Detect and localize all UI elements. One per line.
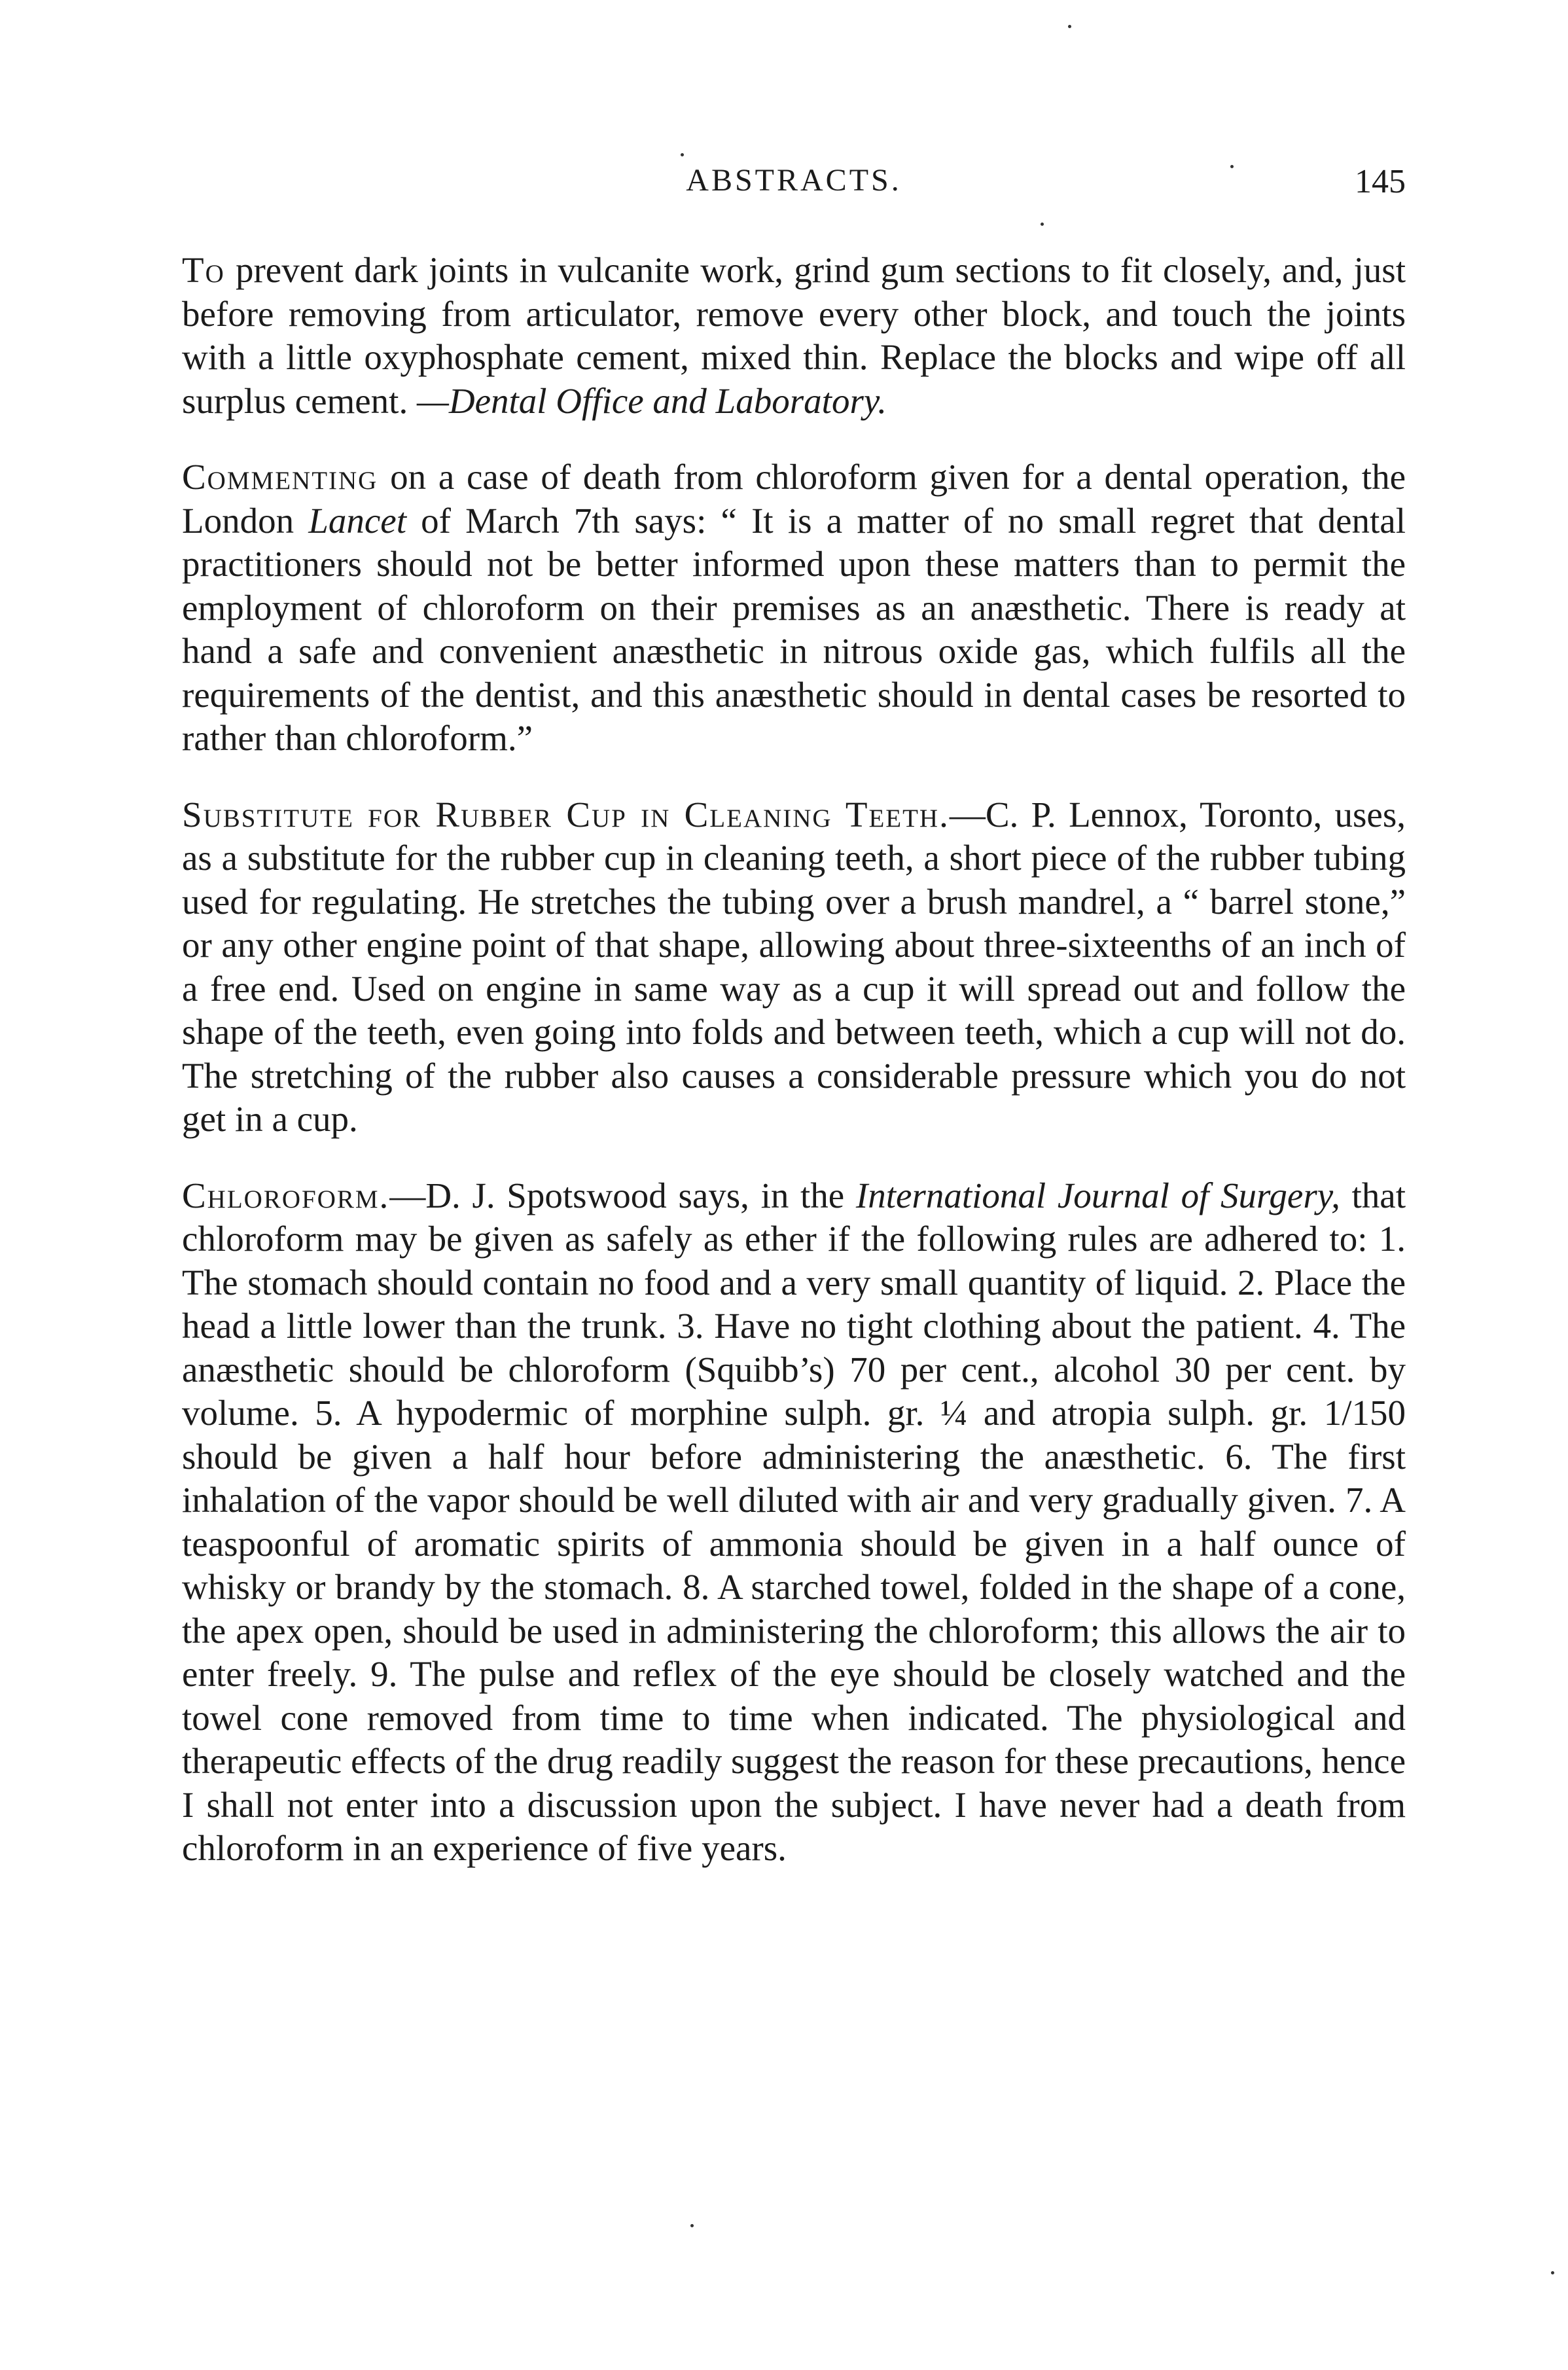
paragraph-lead: Commenting bbox=[182, 457, 378, 497]
journal-title: Lancet bbox=[308, 500, 406, 541]
paragraph-lead: To bbox=[182, 250, 225, 290]
paragraph-vulcanite bbox=[182, 249, 1406, 423]
paragraph-lead: Chloroform. bbox=[182, 1175, 390, 1215]
page-speck bbox=[681, 153, 684, 156]
paragraph-text: prevent dark joints in vulcanite work, grind gum sections to fit closely, and, just before removing from articulator, remove every other block, and touch the joints with a little oxyphosphate cement, mixed thin. Replace the blocks and wipe off all surplus cement. bbox=[182, 250, 1406, 421]
page-number: 145 bbox=[1355, 163, 1406, 200]
paragraph-rubber-cup bbox=[182, 793, 1406, 1141]
page-speck bbox=[690, 2224, 694, 2227]
running-head: ABSTRACTS. bbox=[686, 163, 902, 198]
paragraph-chloroform-rules bbox=[182, 1174, 1406, 1871]
page-speck bbox=[1551, 2271, 1554, 2274]
article-body bbox=[182, 249, 1406, 1903]
paragraph-text: —C. P. Lennox, Toronto, uses, as a substitute for the rubber cup in cleaning teeth, a short piece of the rubber tubing used for regulating. He stretches the tubing over a brush mandrel, a “ barrel stone,” or any other engine point of that shape, allowing about three-sixteenths of an inch of a free end. Used on engine in same way as a cup it will spread out and follow the shape of the teeth, even going into folds and between teeth, which a cup will not do. The stretching of the rubber also causes a considerable pressure which you do not get in a cup. bbox=[182, 794, 1406, 1139]
paragraph-text: of March 7th says: “ It is a matter of no small regret that dental practitioners should not be better informed upon these matters than to permit the employment of chloroform on their premises as an anæsthetic. There is ready at hand a safe and convenient anæsthetic in nitrous oxide gas, which fulfils all the requirements of the dentist, and this anæsthetic should in dental cases be resorted to rather than chloroform.” bbox=[182, 500, 1406, 758]
paragraph-source: —Dental Office and Laboratory. bbox=[416, 380, 887, 421]
paragraph-text: that chloroform may be given as safely as ether if the following rules are adhered to: 1. The stomach should contain no food and a very small quantity of liquid. 2. Place the head a little lower than the trunk. 3. Have no tight clothing about the patient. 4. The anæsthetic should be chloroform (Squibb’s) 70 per cent., alcohol 30 per cent. by volume. 5. A hypodermic of morphine sulph. gr. ¼ and atropia sulph. gr. 1/150 should be given a half hour before administering the anæsthetic. 6. The first inhalation of the vapor should be well diluted with air and very gradually given. 7. A teaspoonful of aromatic spirits of ammonia should be given in a half ounce of whisky or brandy by the stomach. 8. A starched towel, folded in the shape of a cone, the apex open, should be used in administering the chloroform; this allows the air to enter freely. 9. The pulse and reflex of the eye should be closely watched and the towel cone removed from time to time when indicated. The physiological and therapeutic effects of the drug readily suggest the reason for these precautions, hence I shall not enter into a discussion upon the subject. I have never had a death from chloroform in an experience of five years. bbox=[182, 1175, 1406, 1868]
paragraph-text: on a case of death from chloroform given for a dental operation, the London bbox=[182, 457, 1406, 541]
page-speck bbox=[1041, 223, 1044, 226]
journal-title: International Journal of Surgery, bbox=[855, 1175, 1340, 1215]
paragraph-chloroform-death bbox=[182, 456, 1406, 761]
paragraph-text: —D. J. Spotswood says, in the bbox=[389, 1175, 856, 1215]
page-header bbox=[182, 162, 1406, 215]
page-speck bbox=[1068, 25, 1071, 28]
paragraph-lead: Substitute for Rubber Cup in Cleaning Teeth. bbox=[182, 794, 950, 835]
